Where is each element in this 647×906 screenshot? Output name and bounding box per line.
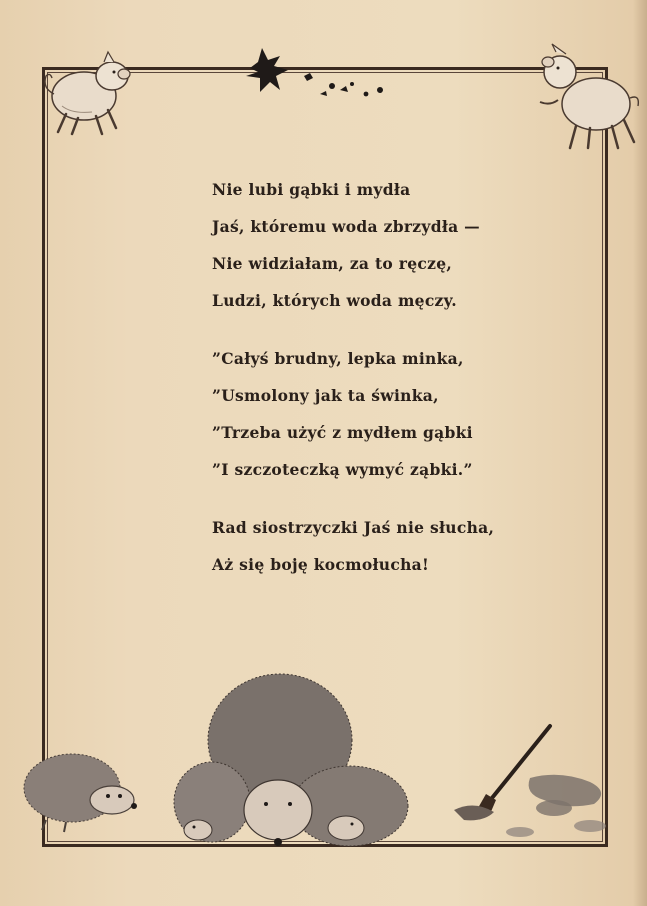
poem-line: ”Trzeba użyć z mydłem gąbki [212,423,473,442]
stanza-2 [212,345,542,493]
pig-illustration-top-right [536,42,646,154]
poem-line: Aż się boję kocmołucha! [212,555,430,574]
stanza-1 [212,176,542,324]
poem-line: Nie widziałam, za to ręczę, [212,254,453,273]
stanza-3 [212,514,542,588]
poem-line: Jaś, któremu woda zbrzydła — [212,217,480,236]
poem [212,176,542,609]
ink-blot [240,44,390,104]
poem-line: Nie lubi gąbki i mydła [212,180,411,199]
hedgehog-illustration-left [16,736,146,836]
poem-line: Rad siostrzyczki Jaś nie słucha, [212,518,495,537]
poem-line: Ludzi, których woda męczy. [212,291,457,310]
paintbrush-illustration [450,722,620,842]
hedgehog-family-illustration [170,660,430,855]
poem-line: ”I szczoteczką wymyć ząbki.” [212,460,473,479]
poem-line: ”Całyś brudny, lepka minka, [212,349,464,368]
pig-illustration-top-left [26,48,136,143]
poem-line: ”Usmolony jak ta świnka, [212,386,439,405]
